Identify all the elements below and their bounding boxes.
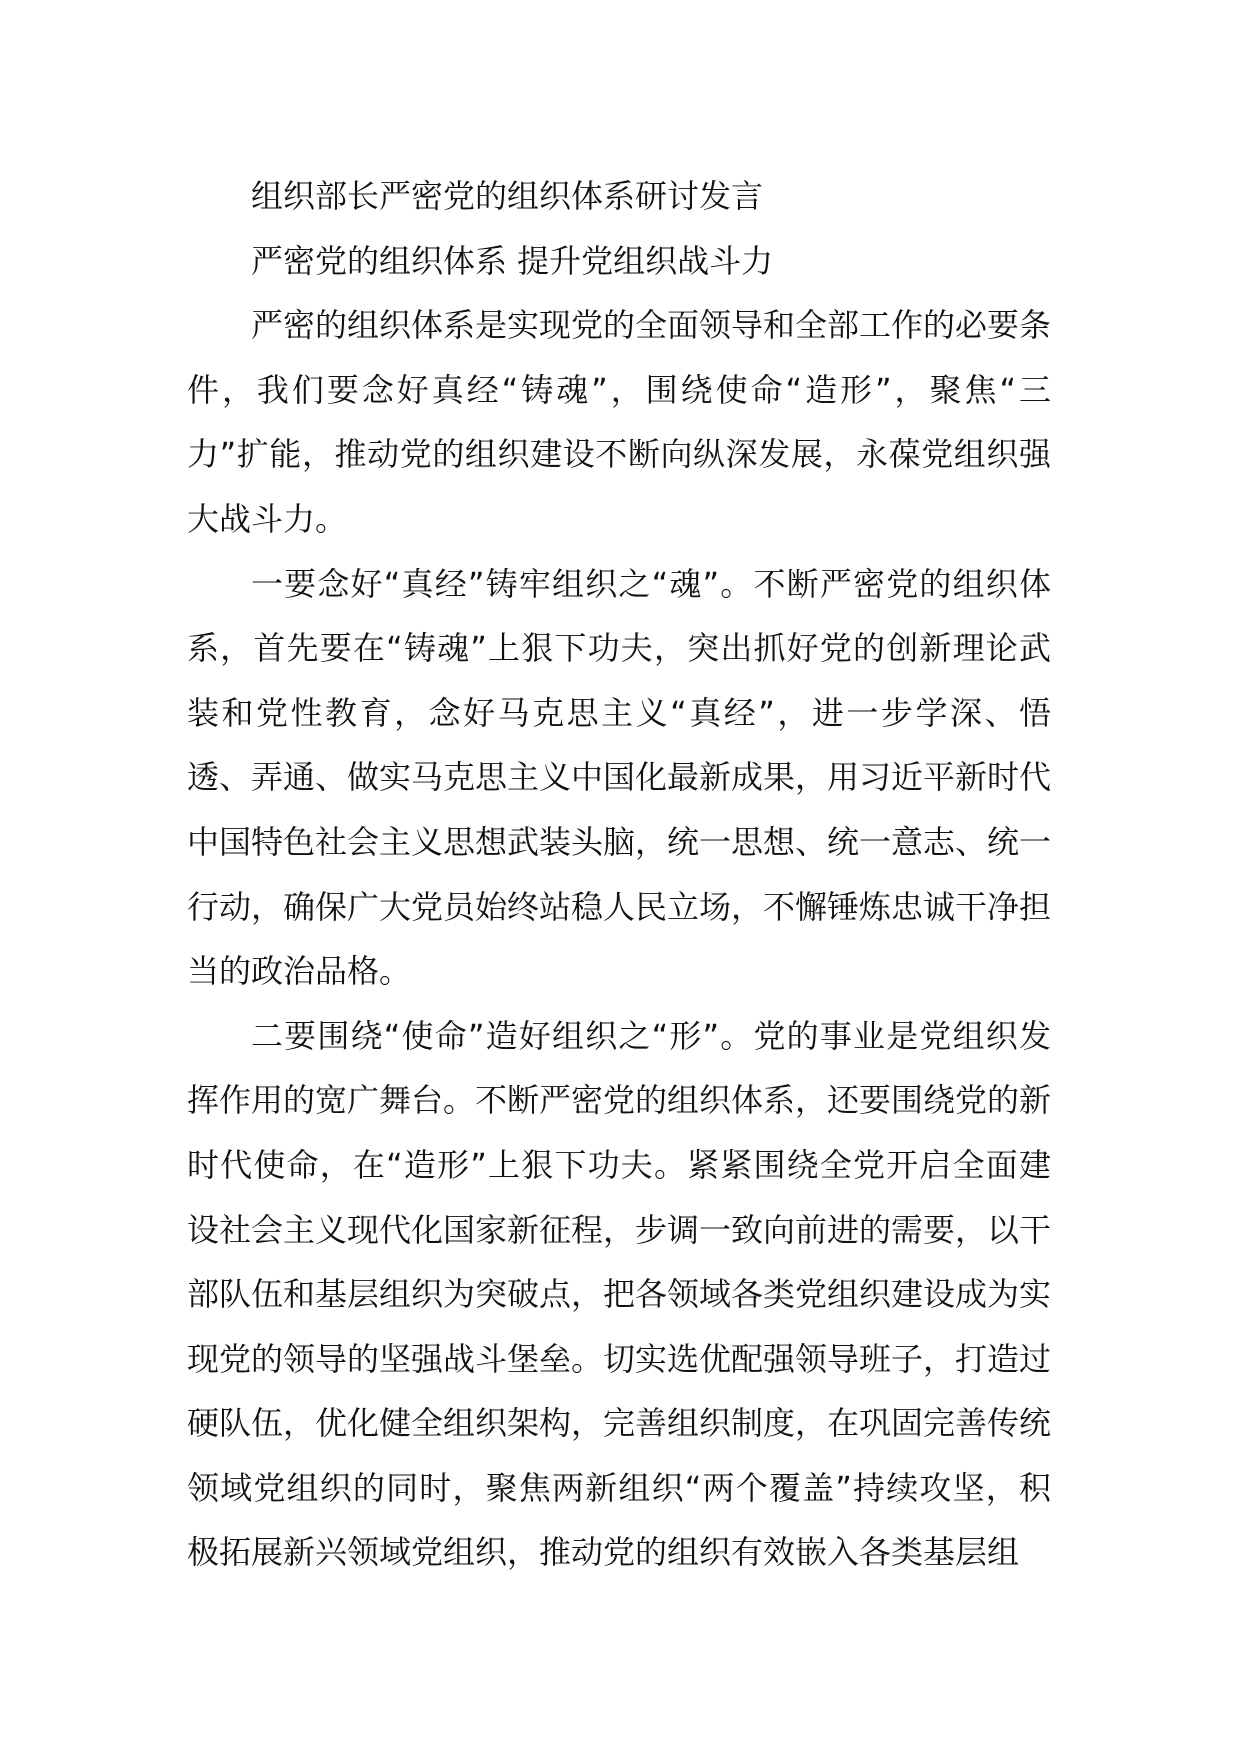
paragraph-intro: 严密的组织体系是实现党的全面领导和全部工作的必要条件，我们要念好真经“铸魂”，围绕使命“造形”，聚焦“三力”扩能，推动党的组织建设不断向纵深发展，永葆党组织强大战斗力。 <box>187 306 1052 538</box>
document-title: 组织部长严密党的组织体系研讨发言 <box>251 177 764 215</box>
paragraph-point-two: 二要围绕“使命”造好组织之“形”。党的事业是党组织发挥作用的宽广舞台。不断严密党的组织体系，还要围绕党的新时代使命，在“造形”上狠下功夫。紧紧围绕全党开启全面建设社会主义现代化国家新征程，步调一致向前进的需要，以干部队伍和基层组织为突破点，把各领域各类党组织建设成为实现党的领导的坚强战斗堡垒。切实选优配强领导班子，打造过硬队伍，优化健全组织架构，完善组织制度，在巩固完善传统领域党组织的同时，聚焦两新组织“两个覆盖”持续攻坚，积极拓展新兴领域党组织，推动党的组织有效嵌入各类基层组 <box>187 1016 1052 1572</box>
document-body <box>187 164 1051 1585</box>
paragraph-point-one: 一要念好“真经”铸牢组织之“魂”。不断严密党的组织体系，首先要在“铸魂”上狠下功夫，突出抓好党的创新理论武装和党性教育，念好马克思主义“真经”，进一步学深、悟透、弄通、做实马克思主义中国化最新成果，用习近平新时代中国特色社会主义思想武装头脑，统一思想、统一意志、统一行动，确保广大党员始终站稳人民立场，不懈锤炼忠诚干净担当的政治品格。 <box>187 564 1052 991</box>
document-subtitle: 严密党的组织体系 提升党组织战斗力 <box>251 241 774 280</box>
